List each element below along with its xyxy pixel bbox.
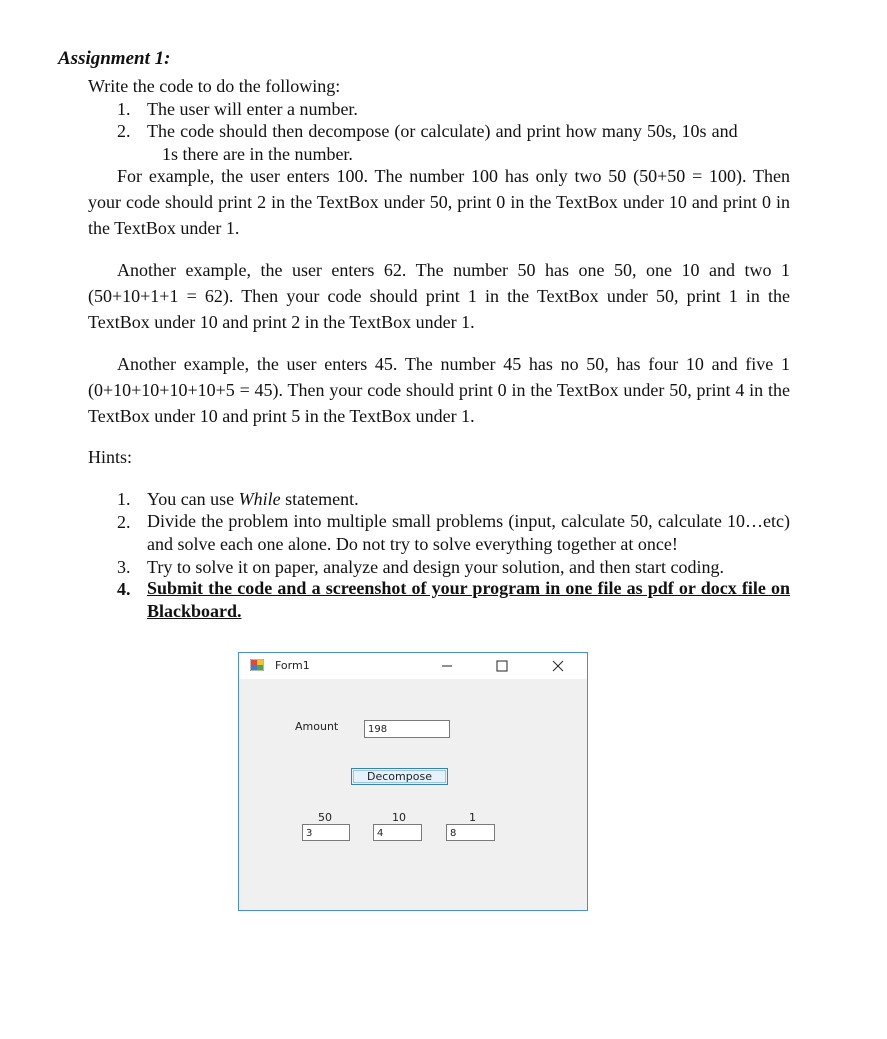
- hint-3-number: 3.: [117, 557, 131, 577]
- form1-window: [238, 652, 588, 911]
- maximize-icon[interactable]: [491, 656, 513, 676]
- hint-4-text: Submit the code and a screenshot of your program in one file as pdf or docx file on Blackboard.: [147, 578, 790, 621]
- step-1-text: The user will enter a number.: [147, 99, 358, 119]
- hint-3-text: Try to solve it on paper, analyze and design your solution, and then start coding.: [147, 557, 725, 577]
- step-2-text-line2: 1s there are in the number.: [162, 144, 353, 164]
- step-2-number: 2.: [117, 121, 131, 141]
- decompose-button[interactable]: Decompose: [351, 768, 448, 785]
- output-1-textbox[interactable]: 8: [446, 824, 495, 841]
- step-2-text-line1: The code should then decompose (or calculate) and print how many 50s, 10s and: [147, 121, 738, 141]
- window-titlebar[interactable]: [239, 653, 587, 679]
- label-10: 10: [392, 811, 406, 824]
- label-50: 50: [318, 811, 332, 824]
- form-app-icon: [250, 659, 264, 671]
- label-1: 1: [469, 811, 476, 824]
- hint-1-pre: You can use: [147, 489, 239, 509]
- output-10-textbox[interactable]: 4: [373, 824, 422, 841]
- assignment-heading: Assignment 1:: [58, 48, 171, 69]
- example-paragraph-100: For example, the user enters 100. The number 100 has only two 50 (50+50 = 100). Then your code should print 2 in the TextBox under 50, print 0 in the TextBox under 10 and print 0 in the TextBox under 1.: [88, 166, 790, 238]
- hint-2-number: 2.: [117, 512, 131, 532]
- amount-input[interactable]: 198: [364, 720, 450, 738]
- example-paragraph-45: Another example, the user enters 45. The number 45 has no 50, has four 10 and five 1 (0+10+10+10+10+5 = 45). Then your code should print 0 in the TextBox under 50, print 4 in the TextBox under 10 and print 5 in the TextBox under 1.: [88, 354, 790, 426]
- intro-text: Write the code to do the following:: [88, 76, 341, 96]
- hint-4-number: 4.: [117, 579, 131, 599]
- minimize-icon[interactable]: [436, 656, 458, 676]
- output-50-textbox[interactable]: 3: [302, 824, 350, 841]
- hints-label: Hints:: [88, 447, 133, 467]
- step-1-number: 1.: [117, 99, 131, 119]
- window-title: Form1: [275, 659, 310, 672]
- amount-label: Amount: [295, 720, 339, 733]
- hint-1-emphasis: While: [238, 489, 281, 509]
- hint-1-number: 1.: [117, 489, 131, 509]
- close-icon[interactable]: [547, 656, 569, 676]
- example-paragraph-62: Another example, the user enters 62. The number 50 has one 50, one 10 and two 1 (50+10+1+1 = 62). Then your code should print 1 in the TextBox under 50, print 1 in the TextBox under 10 and print 2 in the TextBox under 1.: [88, 260, 790, 332]
- hint-2-text: Divide the problem into multiple small problems (input, calculate 50, calculate 10…etc) and solve each one alone. Do not try to solve everything together at once!: [147, 511, 790, 554]
- hint-1-text: [147, 488, 359, 510]
- hint-1-post: statement.: [280, 489, 359, 509]
